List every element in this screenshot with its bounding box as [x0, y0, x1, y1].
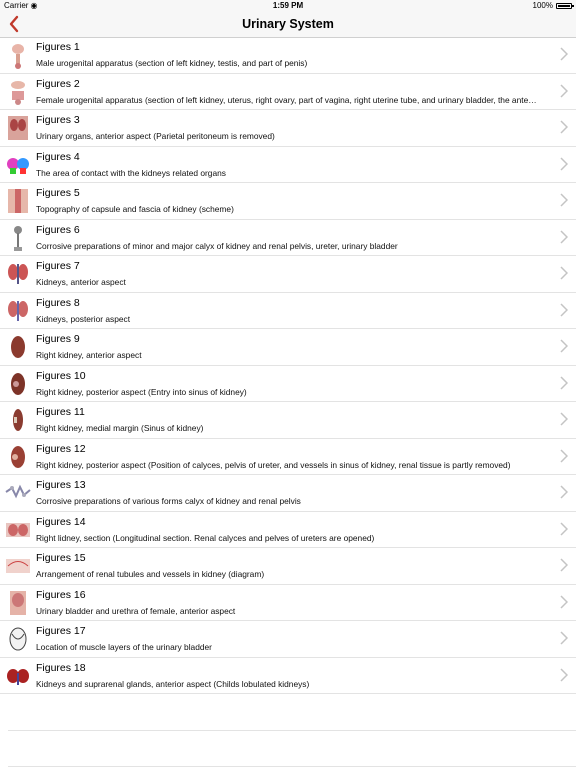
figure-thumbnail: [4, 478, 32, 508]
figure-thumbnail: [4, 661, 32, 691]
list-item-subtitle: Corrosive preparations of minor and major calyx of kidney and renal pelvis, ureter, urinary bladder: [36, 240, 398, 251]
list-item-subtitle: Urinary organs, anterior aspect (Parietal peritoneum is removed): [36, 131, 275, 141]
empty-row: [8, 694, 576, 731]
battery-percent: 100%: [532, 1, 553, 10]
list-item-title: Figures 3: [36, 114, 80, 126]
list-item-subtitle: Female urogenital apparatus (section of left kidney, uterus, right ovary, part of vagina, right uterine tube, and urinary bladder, the ante…: [36, 94, 537, 105]
chevron-right-icon: [558, 303, 570, 317]
chevron-right-icon: [558, 412, 570, 426]
figure-thumbnail: [4, 369, 32, 399]
list-item-title: Figures 6: [36, 223, 80, 236]
chevron-right-icon: [558, 157, 570, 171]
figures-list: [0, 37, 576, 767]
empty-row: [8, 731, 576, 768]
list-item-subtitle: The area of contact with the kidneys related organs: [36, 167, 226, 178]
list-item-subtitle: Right lidney, section (Longitudinal section. Renal calyces and pelves of ureters are opened): [36, 532, 375, 543]
navigation-bar: [0, 12, 576, 38]
list-item[interactable]: [0, 183, 576, 220]
figure-thumbnail: [4, 186, 32, 216]
chevron-right-icon: [558, 522, 570, 536]
chevron-right-icon: [558, 120, 570, 134]
chevron-right-icon: [558, 47, 570, 61]
chevron-right-icon: [558, 595, 570, 609]
list-item-title: Figures 13: [36, 479, 86, 491]
figure-thumbnail: [4, 296, 32, 326]
list-item[interactable]: [0, 585, 576, 622]
list-item[interactable]: [0, 658, 576, 695]
list-item-title: Figures 1: [36, 41, 80, 53]
figure-thumbnail: [4, 223, 32, 253]
chevron-right-icon: [558, 339, 570, 353]
wifi-icon: ◉: [30, 1, 38, 10]
status-time: 1:59 PM: [272, 1, 304, 10]
list-item[interactable]: [0, 475, 576, 512]
chevron-right-icon: [558, 485, 570, 499]
list-item-title: Figures 11: [36, 406, 85, 418]
list-item-subtitle: Kidneys and suprarenal glands, anterior aspect (Childs lobulated kidneys): [36, 678, 310, 689]
chevron-right-icon: [558, 266, 570, 280]
figure-thumbnail: [4, 40, 32, 70]
page-title: Urinary System: [242, 17, 334, 31]
list-item[interactable]: [0, 147, 576, 184]
list-item-subtitle: Arrangement of renal tubules and vessels in kidney (diagram): [36, 569, 265, 579]
list-item-subtitle: Right kidney, medial margin (Sinus of kidney): [36, 423, 204, 433]
chevron-right-icon: [558, 376, 570, 390]
chevron-right-icon: [558, 668, 570, 682]
list-item-subtitle: Urinary bladder and urethra of female, anterior aspect: [36, 605, 236, 616]
figure-thumbnail: [4, 332, 32, 362]
list-item-title: Figures 12: [36, 442, 86, 455]
list-item-subtitle: Right kidney, anterior aspect: [36, 350, 142, 360]
list-item-title: Figures 16: [36, 588, 86, 601]
list-item[interactable]: [0, 402, 576, 439]
list-item-subtitle: Corrosive preparations of various forms calyx of kidney and renal pelvis: [36, 496, 301, 506]
chevron-right-icon: [558, 84, 570, 98]
list-item-subtitle: Male urogenital apparatus (section of left kidney, testis, and part of penis): [36, 58, 308, 68]
status-bar: [0, 0, 576, 12]
list-item-title: Figures 7: [36, 260, 80, 272]
list-item[interactable]: [0, 439, 576, 476]
list-item[interactable]: [0, 37, 576, 74]
figure-thumbnail: [4, 77, 32, 107]
carrier-label: Carrier: [4, 1, 29, 10]
list-item-title: Figures 17: [36, 625, 86, 637]
list-item-title: Figures 5: [36, 187, 80, 199]
list-item[interactable]: [0, 293, 576, 330]
list-item[interactable]: [0, 220, 576, 257]
list-item-title: Figures 4: [36, 150, 80, 163]
figure-thumbnail: [4, 259, 32, 289]
list-item-subtitle: Location of muscle layers of the urinary bladder: [36, 642, 212, 652]
figure-thumbnail: [4, 515, 32, 545]
list-item-title: Figures 2: [36, 77, 80, 90]
list-item[interactable]: [0, 548, 576, 585]
chevron-right-icon: [558, 558, 570, 572]
battery-indicator: [533, 0, 572, 12]
figure-thumbnail: [4, 113, 32, 143]
list-item-title: Figures 8: [36, 296, 80, 309]
figure-thumbnail: [4, 405, 32, 435]
figure-thumbnail: [4, 551, 32, 581]
list-item-subtitle: Kidneys, anterior aspect: [36, 277, 126, 287]
list-item-title: Figures 18: [36, 661, 86, 674]
list-item[interactable]: [0, 256, 576, 293]
list-item-title: Figures 9: [36, 333, 80, 345]
list-item[interactable]: [0, 366, 576, 403]
chevron-right-icon: [558, 193, 570, 207]
list-item-title: Figures 14: [36, 515, 86, 528]
battery-icon: [556, 3, 572, 9]
list-item[interactable]: [0, 74, 576, 111]
chevron-right-icon: [558, 449, 570, 463]
list-item[interactable]: [0, 512, 576, 549]
figure-thumbnail: [4, 150, 32, 180]
list-item-subtitle: Kidneys, posterior aspect: [36, 313, 131, 324]
chevron-right-icon: [558, 631, 570, 645]
list-item[interactable]: [0, 329, 576, 366]
chevron-right-icon: [558, 230, 570, 244]
list-item[interactable]: [0, 621, 576, 658]
list-item-subtitle: Right kidney, posterior aspect (Entry into sinus of kidney): [36, 386, 247, 397]
list-item-title: Figures 10: [36, 369, 86, 382]
figure-thumbnail: [4, 442, 32, 472]
list-item-title: Figures 15: [36, 552, 86, 564]
list-item-subtitle: Right kidney, posterior aspect (Position of calyces, pelvis of ureter, and vessels in sinus of kidney, renal tissue is partly removed): [36, 459, 511, 470]
list-item-subtitle: Topography of capsule and fascia of kidney (scheme): [36, 204, 234, 214]
figure-thumbnail: [4, 624, 32, 654]
list-item[interactable]: [0, 110, 576, 147]
figure-thumbnail: [4, 588, 32, 618]
